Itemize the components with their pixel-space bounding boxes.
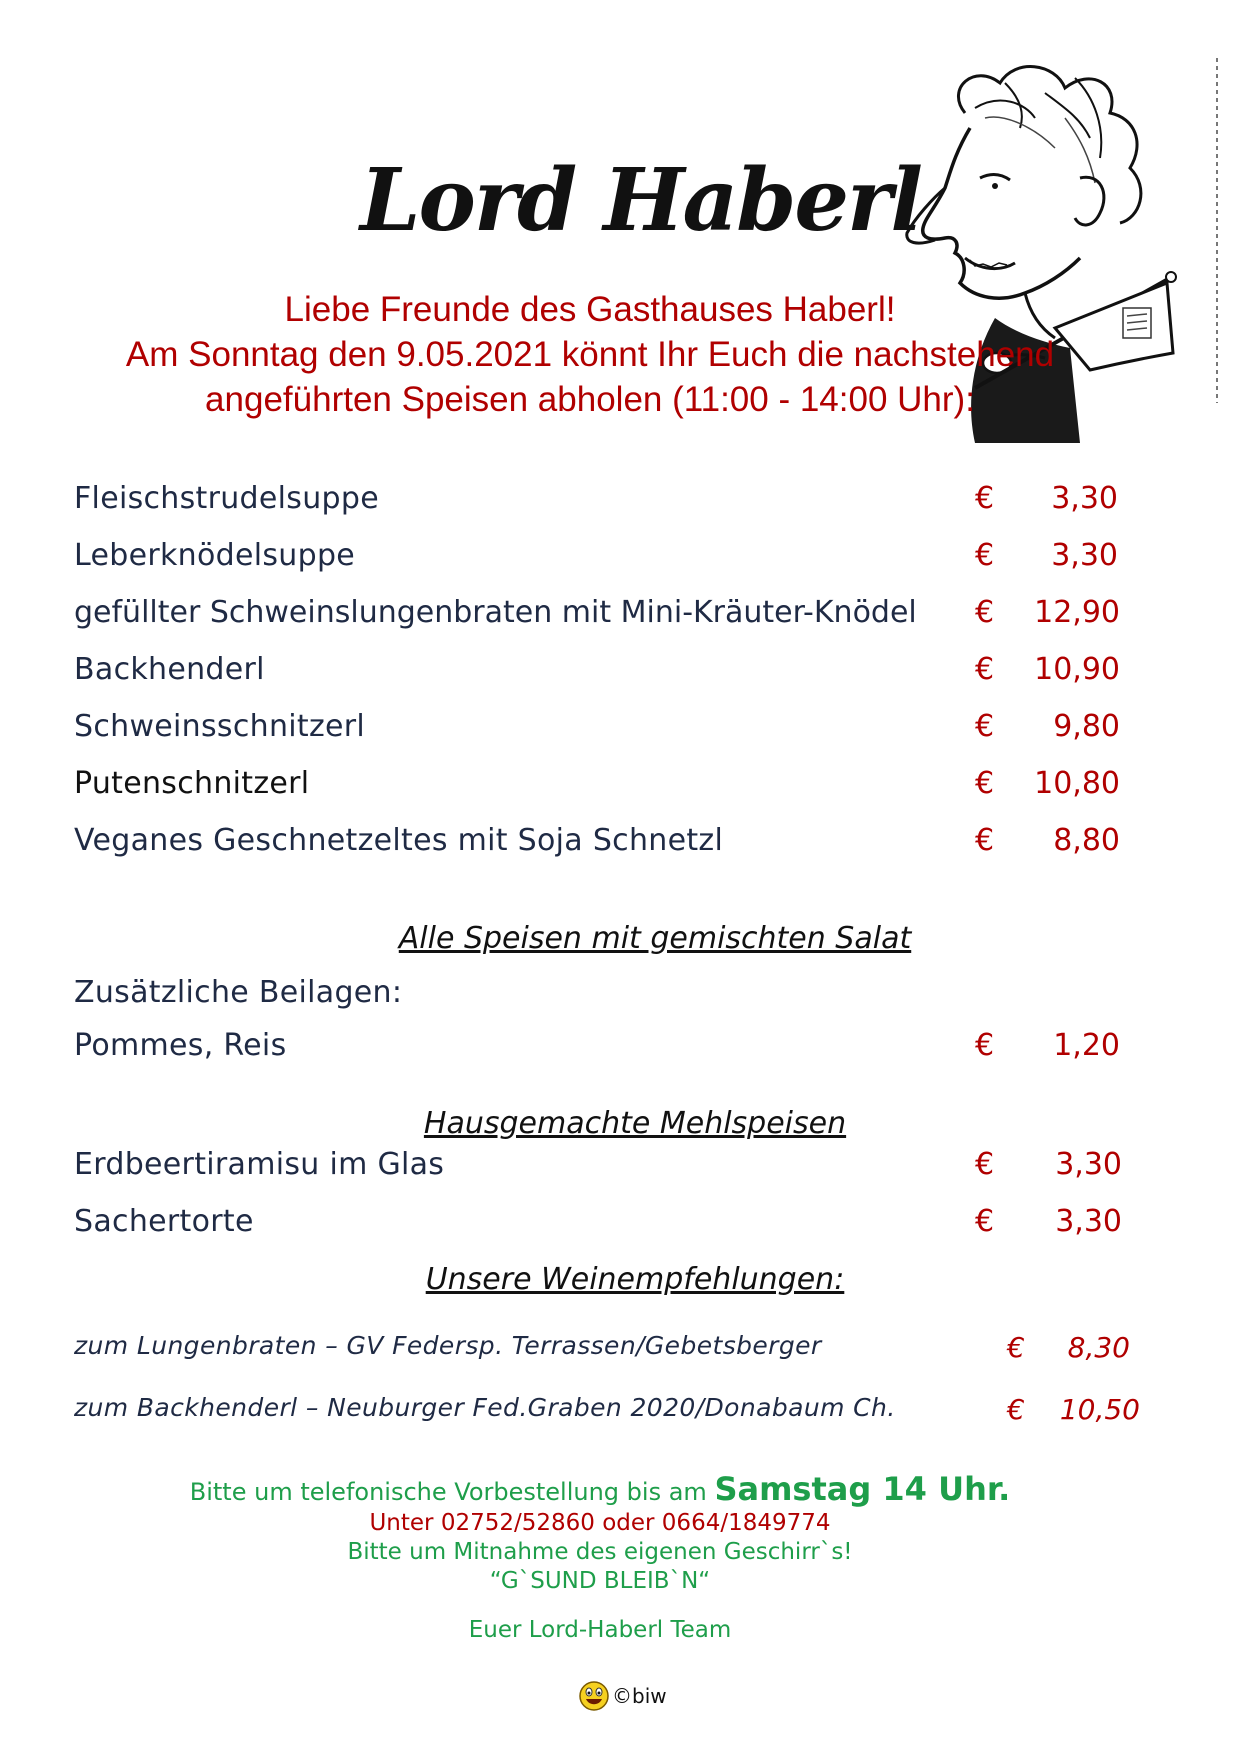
menu-item-price: 3,30: [1051, 538, 1118, 573]
wine-item-name: zum Backhenderl – Neuburger Fed.Graben 2020/Donabaum Ch.: [74, 1393, 896, 1422]
menu-item-price: 10,90: [1034, 652, 1120, 687]
order-deadline: Samstag 14 Uhr.: [714, 1470, 1011, 1508]
greeting-line-3: angeführten Speisen abholen (11:00 - 14:00 Uhr):: [205, 380, 975, 419]
menu-item-price: 12,90: [1034, 595, 1120, 630]
menu-item-price: 1,20: [1053, 1028, 1120, 1063]
phone-line: Unter 02752/52860 oder 0664/1849774: [369, 1510, 831, 1536]
wine-item-price: 8,30: [1067, 1331, 1130, 1364]
euro-sign: €: [975, 1204, 995, 1239]
menu-item-name: Schweinsschnitzerl: [74, 709, 366, 744]
menu-item-name: Pommes, Reis: [74, 1028, 287, 1063]
order-text: Bitte um telefonische Vorbestellung bis am: [189, 1478, 707, 1506]
menu-item-name: gefüllter Schweinslungenbraten mit Mini-Kräuter-Knödel: [74, 595, 917, 630]
greeting-line-2: Am Sonntag den 9.05.2021 könnt Ihr Euch die nachstehend: [125, 335, 1055, 374]
wine-item: [0, 1393, 1240, 1437]
greeting-text: [40, 287, 1140, 422]
menu-item: [0, 481, 1240, 531]
menu-item-name: Sachertorte: [74, 1204, 254, 1239]
euro-sign: €: [975, 766, 995, 801]
menu-item: [0, 1147, 1240, 1197]
order-note: [0, 1470, 1200, 1508]
menu-item-price: 3,30: [1051, 481, 1118, 516]
euro-sign: €: [975, 538, 995, 573]
wine-item-name: zum Lungenbraten – GV Federsp. Terrassen/Gebetsberger: [74, 1331, 822, 1360]
euro-sign: €: [1007, 1393, 1025, 1426]
menu-item-name: Leberknödelsuppe: [74, 538, 356, 573]
menu-item-name: Putenschnitzerl: [74, 766, 310, 801]
menu-item-name: Backhenderl: [74, 652, 265, 687]
euro-sign: €: [1007, 1331, 1025, 1364]
euro-sign: €: [975, 652, 995, 687]
menu-item: [0, 652, 1240, 702]
euro-sign: €: [975, 481, 995, 516]
team-signoff: Euer Lord-Haberl Team: [468, 1617, 732, 1643]
menu-item: [0, 709, 1240, 759]
wines-heading: Unsere Weinempfehlungen:: [425, 1262, 845, 1297]
desserts-heading: Hausgemachte Mehlspeisen: [423, 1106, 847, 1141]
sides-heading-row: [0, 975, 1240, 1025]
menu-item-price: 9,80: [1053, 709, 1120, 744]
euro-sign: €: [975, 595, 995, 630]
dishes-note: Bitte um Mitnahme des eigenen Geschirr`s!: [347, 1539, 853, 1565]
sides-heading: Zusätzliche Beilagen:: [74, 975, 403, 1010]
menu-item-name: Erdbeertiramisu im Glas: [74, 1147, 445, 1182]
menu-item: [0, 823, 1240, 873]
menu-item-price: 3,30: [1055, 1147, 1122, 1182]
euro-sign: €: [975, 1147, 995, 1182]
wine-item: [0, 1331, 1240, 1375]
euro-sign: €: [975, 1028, 995, 1063]
greeting-line-1: Liebe Freunde des Gasthauses Haberl!: [284, 290, 896, 329]
motto: “G`SUND BLEIB`N“: [489, 1568, 711, 1594]
menu-item-price: 3,30: [1055, 1204, 1122, 1239]
menu-item: [0, 595, 1240, 645]
menu-item-name: Veganes Geschnetzeltes mit Soja Schnetzl: [74, 823, 724, 858]
restaurant-title: Lord Haberl: [360, 150, 922, 251]
menu-item-price: 10,80: [1034, 766, 1120, 801]
menu-item-price: 8,80: [1053, 823, 1120, 858]
wine-item-price: 10,50: [1059, 1393, 1140, 1426]
menu-item: [0, 766, 1240, 816]
menu-item: [0, 1204, 1240, 1254]
menu-item-name: Fleischstrudelsuppe: [74, 481, 379, 516]
euro-sign: €: [975, 709, 995, 744]
smiley-icon: [578, 1680, 610, 1712]
menu-item: [0, 538, 1240, 588]
euro-sign: €: [975, 823, 995, 858]
signature-text: ©biw: [612, 1684, 667, 1708]
salad-note: Alle Speisen mit gemischten Salat: [398, 921, 912, 956]
signature: [578, 1676, 667, 1716]
menu-item: [0, 1028, 1240, 1078]
